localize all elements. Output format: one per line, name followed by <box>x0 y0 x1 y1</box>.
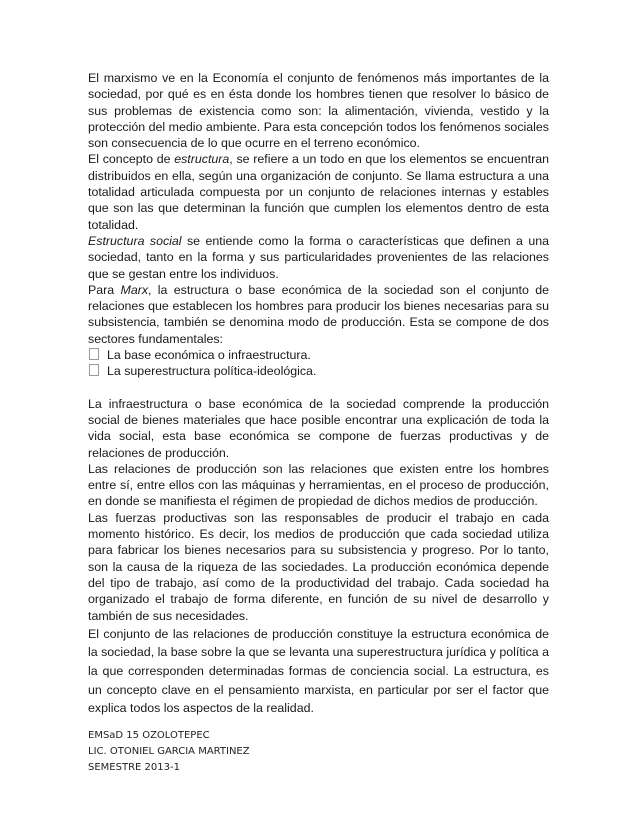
paragraph-concepto-estructura <box>88 151 549 232</box>
list-item <box>88 363 549 379</box>
paragraph-infraestructura: La infraestructura o base económica de la sociedad comprende la producción social de bienes materiales que hace posible encontrar una explicación de toda la vida social, esta base económica se compone de fuerzas productivas y de relaciones de producción. <box>88 396 549 460</box>
spacer <box>88 380 549 396</box>
text-run: , se refiere a un todo en que los elementos se encuentran distribuidos en ella, según una organización de conjunto. Se llama estructura a una totalidad articulada compuesta por un conjunto de relaciones internas y estables que son las que determinan la función que cumplen los elementos dentro de esta totalidad. <box>88 152 550 232</box>
paragraph-conjunto-relaciones: El conjunto de las relaciones de producción constituye la estructura económica de la sociedad, la base sobre la que se levanta una superestructura jurídica y política a la que corresponden determinadas formas de conciencia social. La estructura, es un concepto clave en el pensamiento marxista, en particular por ser el factor que explica todos los aspectos de la realidad. <box>88 626 549 716</box>
text-run: , la estructura o base económica de la sociedad son el conjunto de relaciones que establecen los hombres para producir los bienes necesarias para su subsistencia, también se denomina modo de producción. Esta se compone de dos sectores fundamentales: <box>88 282 549 346</box>
bullet-box-icon <box>89 364 99 376</box>
page-footer <box>88 728 388 776</box>
footer-school: EMSaD 15 OZOLOTEPEC <box>88 730 210 741</box>
paragraph-fuerzas-productivas: Las fuerzas productivas son las responsables de producir el trabajo en cada momento histórico. Es decir, los medios de producción que cada sociedad utiliza para fabricar los bienes necesarios para su subsistencia y progreso. Por lo tanto, son la causa de la riqueza de las sociedades. La producción económica depende del tipo de trabajo, así como de la productividad del trabajo. Cada sociedad ha organizado el trabajo de forma diferente, en función de su nivel de desarrollo y también de sus necesidades. <box>88 510 549 623</box>
paragraph-marx <box>88 282 549 347</box>
text-run: se entiende como la forma o características que definen a una sociedad, tanto en la forma y sus particularidades provenientes de las relaciones que se gestan entre los individuos. <box>88 233 549 281</box>
text-run: Para <box>88 282 121 297</box>
list-item <box>88 347 549 363</box>
paragraph-estructura-social <box>88 233 549 282</box>
footer-semester: SEMESTRE 2013-1 <box>88 762 180 773</box>
document-body <box>88 70 549 718</box>
list-item-text: La superestructura política-ideológica. <box>107 364 317 379</box>
paragraph-economia: El marxismo ve en la Economía el conjunto de fenómenos más importantes de la sociedad, por qué es en ésta donde los hombres tienen que resolver lo básico de sus problemas de existencia como son: la alimentación, vivienda, vestido y la protección del medio ambiente. Para esta concepción todos los fenómenos sociales son consecuencia de lo que ocurre en el terreno económico. <box>88 71 549 151</box>
list-item-text: La base económica o infraestructura. <box>107 348 311 363</box>
paragraph-relaciones-produccion: Las relaciones de producción son las relaciones que existen entre los hombres entre sí, entre ellos con las máquinas y herramientas, en el proceso de producción, en donde se manifiesta el régimen de propiedad de dichos medios de producción. <box>88 461 549 509</box>
footer-author: LIC. OTONIEL GARCIA MARTINEZ <box>88 746 250 757</box>
emphasis-estructura: estructura <box>174 152 230 167</box>
emphasis-marx: Marx <box>120 282 149 297</box>
bullet-box-icon <box>89 348 99 360</box>
emphasis-estructura-social: Estructura social <box>88 233 182 248</box>
text-run: El concepto de <box>88 152 175 167</box>
